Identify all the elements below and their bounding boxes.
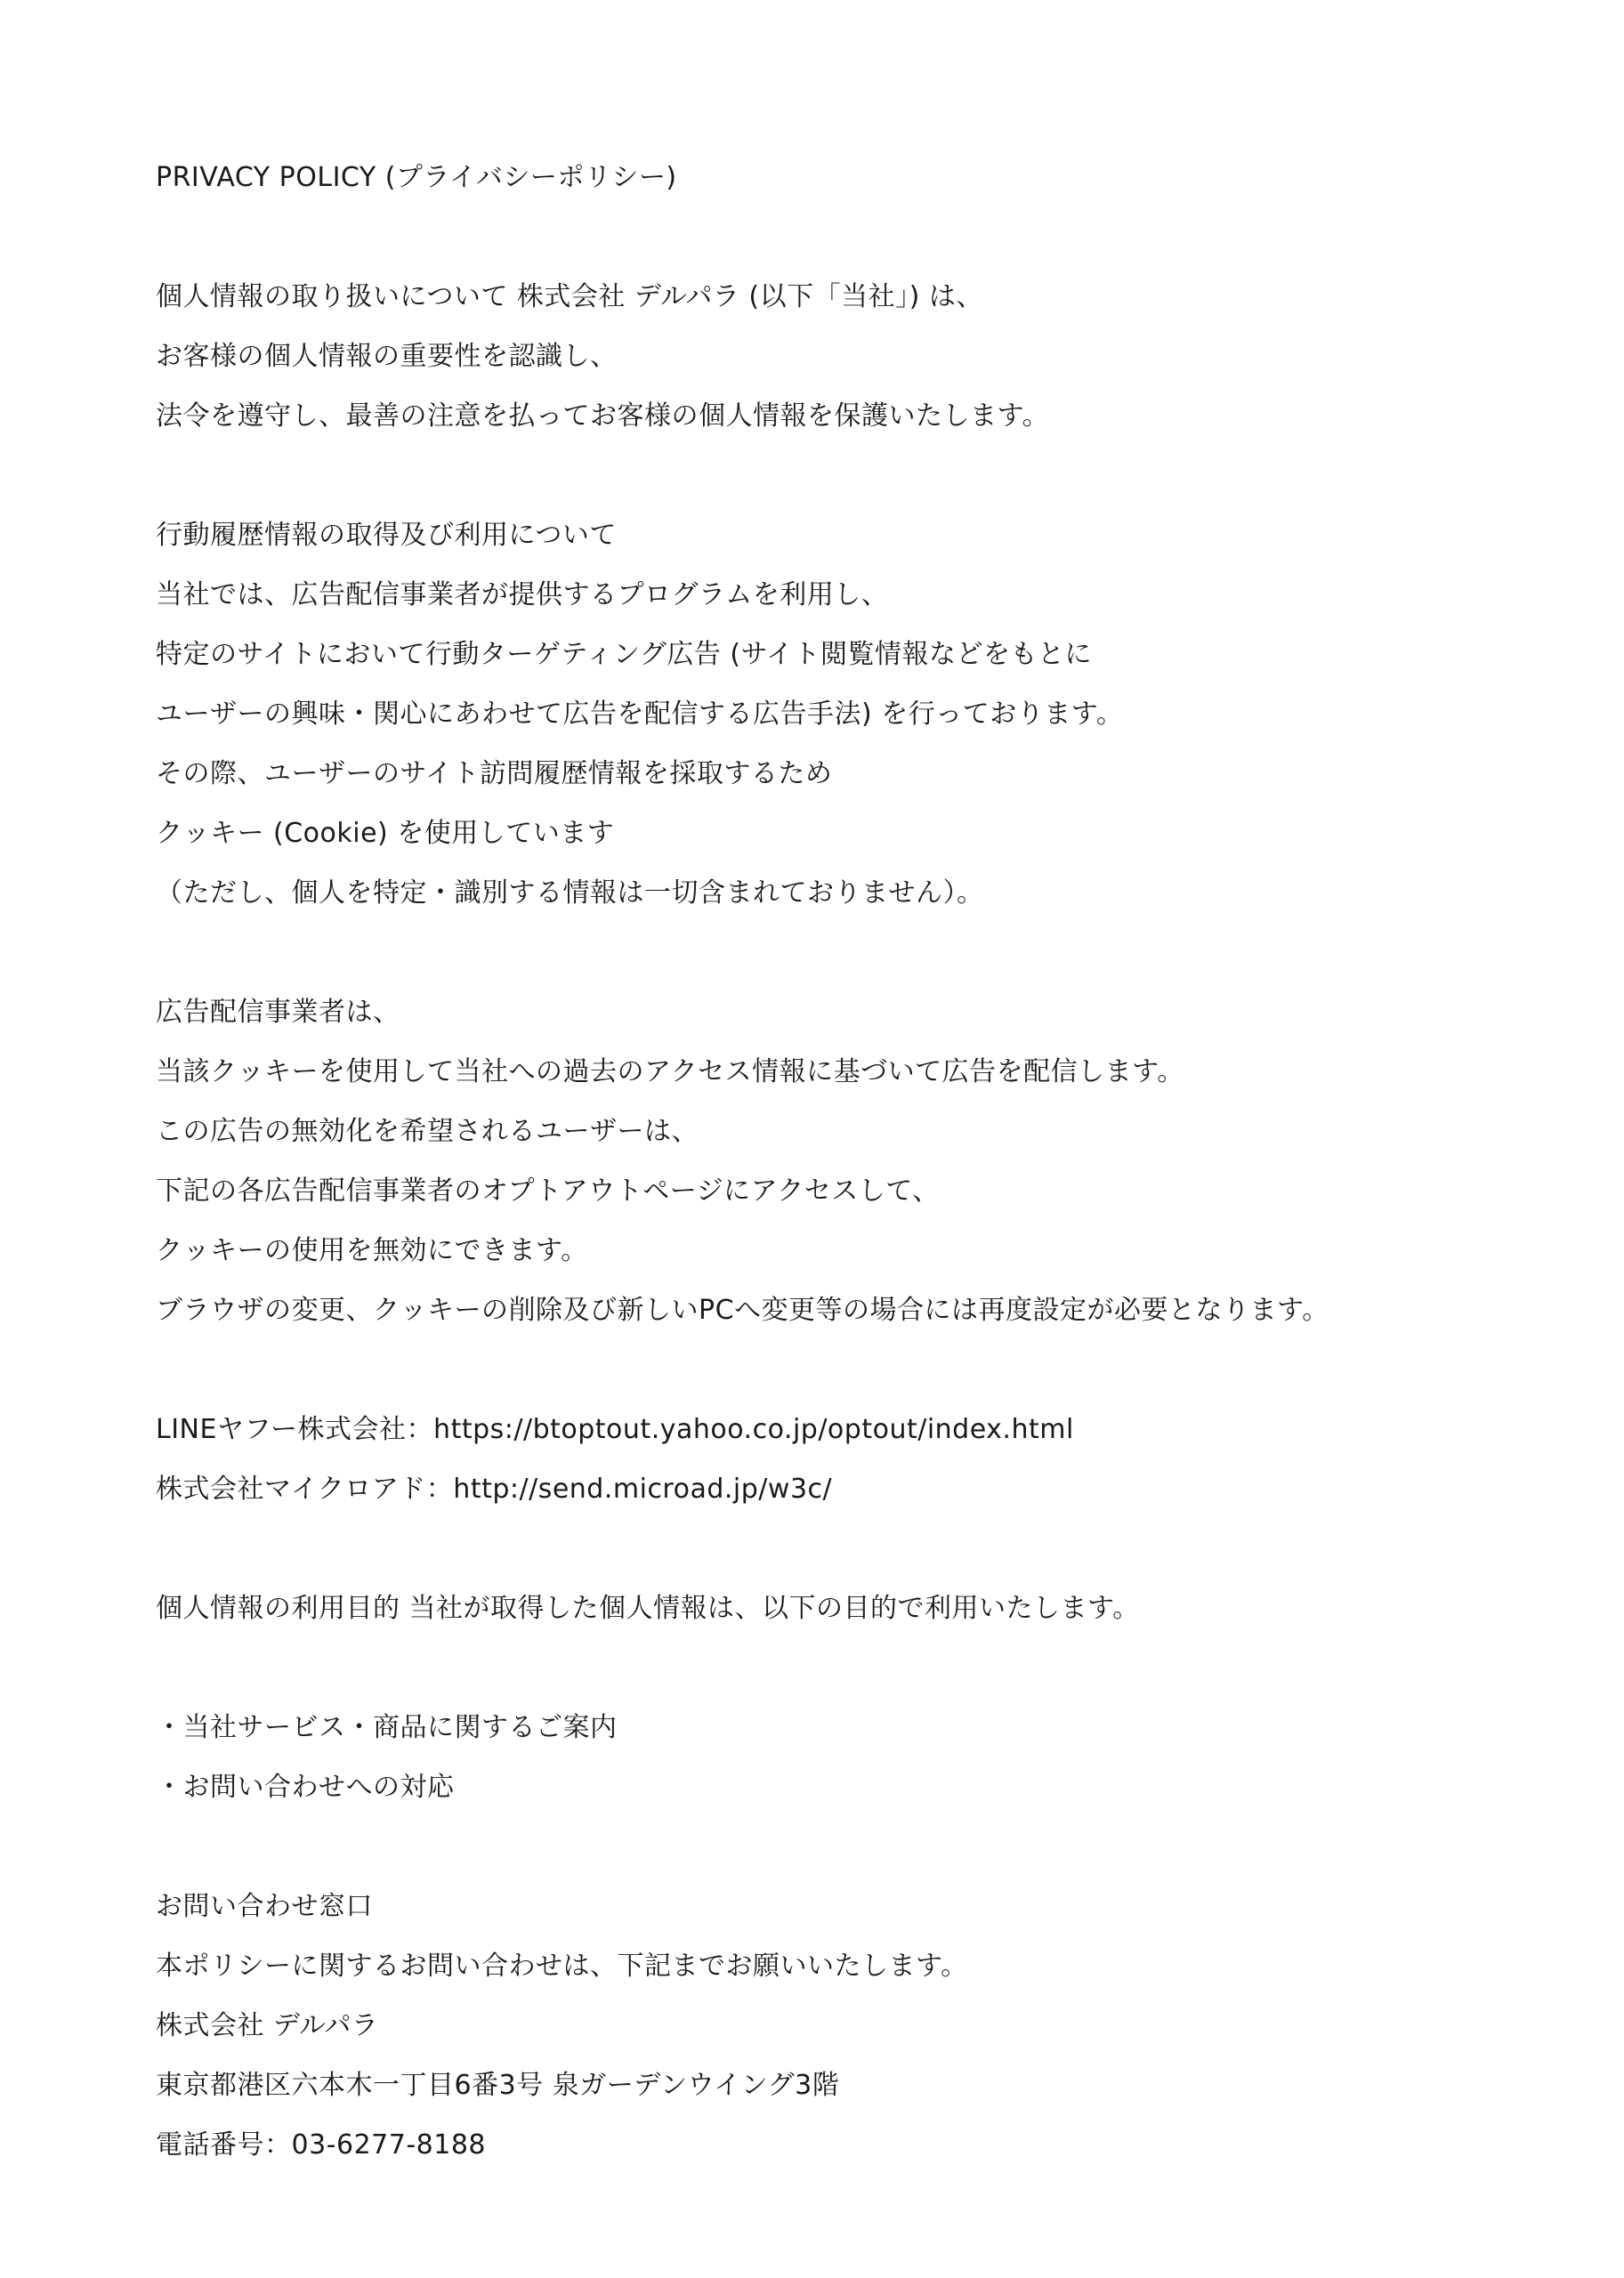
ads-line: 当該クッキーを使用して当社への過去のアクセス情報に基づいて広告を配信します。 [156, 1056, 1184, 1087]
spacer [156, 207, 1544, 267]
behavior-line: クッキー (Cookie) を使用しています [156, 818, 615, 849]
contact-heading: お問い合わせ窓口 [156, 1891, 373, 1922]
ads-section [156, 982, 1544, 1340]
list-item: ・お問い合わせへの対応 [156, 1772, 455, 1803]
spacer [156, 1340, 1544, 1400]
ads-line: ブラウザの変更、クッキーの削除及び新しいPCへ変更等の場合には再度設定が必要となります。 [156, 1295, 1329, 1326]
optout-line-microad: 株式会社マイクロアド：http://send.microad.jp/w3c/ [156, 1474, 833, 1505]
optout-line-lineyahoo: LINEヤフー株式会社：https://btoptout.yahoo.co.jp/optout/index.html [156, 1414, 1074, 1445]
spacer [156, 1519, 1544, 1579]
spacer [156, 1817, 1544, 1877]
purpose-list [156, 1698, 1544, 1817]
ads-line: この広告の無効化を希望されるユーザーは、 [156, 1116, 699, 1147]
behavior-line: 特定のサイトにおいて行動ターゲティング広告 (サイト閲覧情報などをもとに [156, 639, 1093, 670]
page-title: PRIVACY POLICY (プライバシーポリシー) [156, 162, 677, 193]
company-name: 株式会社 デルパラ [156, 2010, 379, 2041]
spacer [156, 923, 1544, 982]
purpose-section [156, 1579, 1544, 1638]
company-address: 東京都港区六本木一丁目6番3号 泉ガーデンウイング3階 [156, 2070, 840, 2101]
ads-line: 下記の各広告配信事業者のオプトアウトページにアクセスして、 [156, 1175, 940, 1207]
behavior-line: ユーザーの興味・関心にあわせて広告を配信する広告手法) を行っております。 [156, 699, 1124, 730]
intro-line: 法令を遵守し、最善の注意を払ってお客様の個人情報を保護いたします。 [156, 400, 1050, 432]
behavior-line: 当社では、広告配信事業者が提供するプログラムを利用し、 [156, 579, 889, 610]
intro-section [156, 267, 1544, 446]
contact-line: 本ポリシーに関するお問い合わせは、下記までお願いいたします。 [156, 1951, 968, 1982]
ads-line: クッキーの使用を無効にできます。 [156, 1235, 588, 1266]
spacer [156, 1638, 1544, 1698]
list-item: ・当社サービス・商品に関するご案内 [156, 1712, 618, 1743]
ads-heading: 広告配信事業者は、 [156, 997, 400, 1028]
behavior-section [156, 505, 1544, 923]
intro-line: 個人情報の取り扱いについて 株式会社 デルパラ (以下「当社」) は、 [156, 281, 983, 312]
intro-line: お客様の個人情報の重要性を認識し、 [156, 341, 618, 372]
behavior-heading: 行動履歴情報の取得及び利用について [156, 520, 617, 551]
behavior-line: （ただし、個人を特定・識別する情報は一切含まれておりません）。 [156, 877, 984, 909]
optout-section [156, 1400, 1544, 1519]
company-phone: 電話番号：03-6277-8188 [156, 2129, 487, 2161]
behavior-line: その際、ユーザーのサイト訪問履歴情報を採取するため [156, 758, 833, 789]
policy-content [156, 148, 1544, 2175]
purpose-line: 個人情報の利用目的 当社が取得した個人情報は、以下の目的で利用いたします。 [156, 1593, 1140, 1624]
contact-section [156, 1877, 1544, 2175]
spacer [156, 446, 1544, 505]
